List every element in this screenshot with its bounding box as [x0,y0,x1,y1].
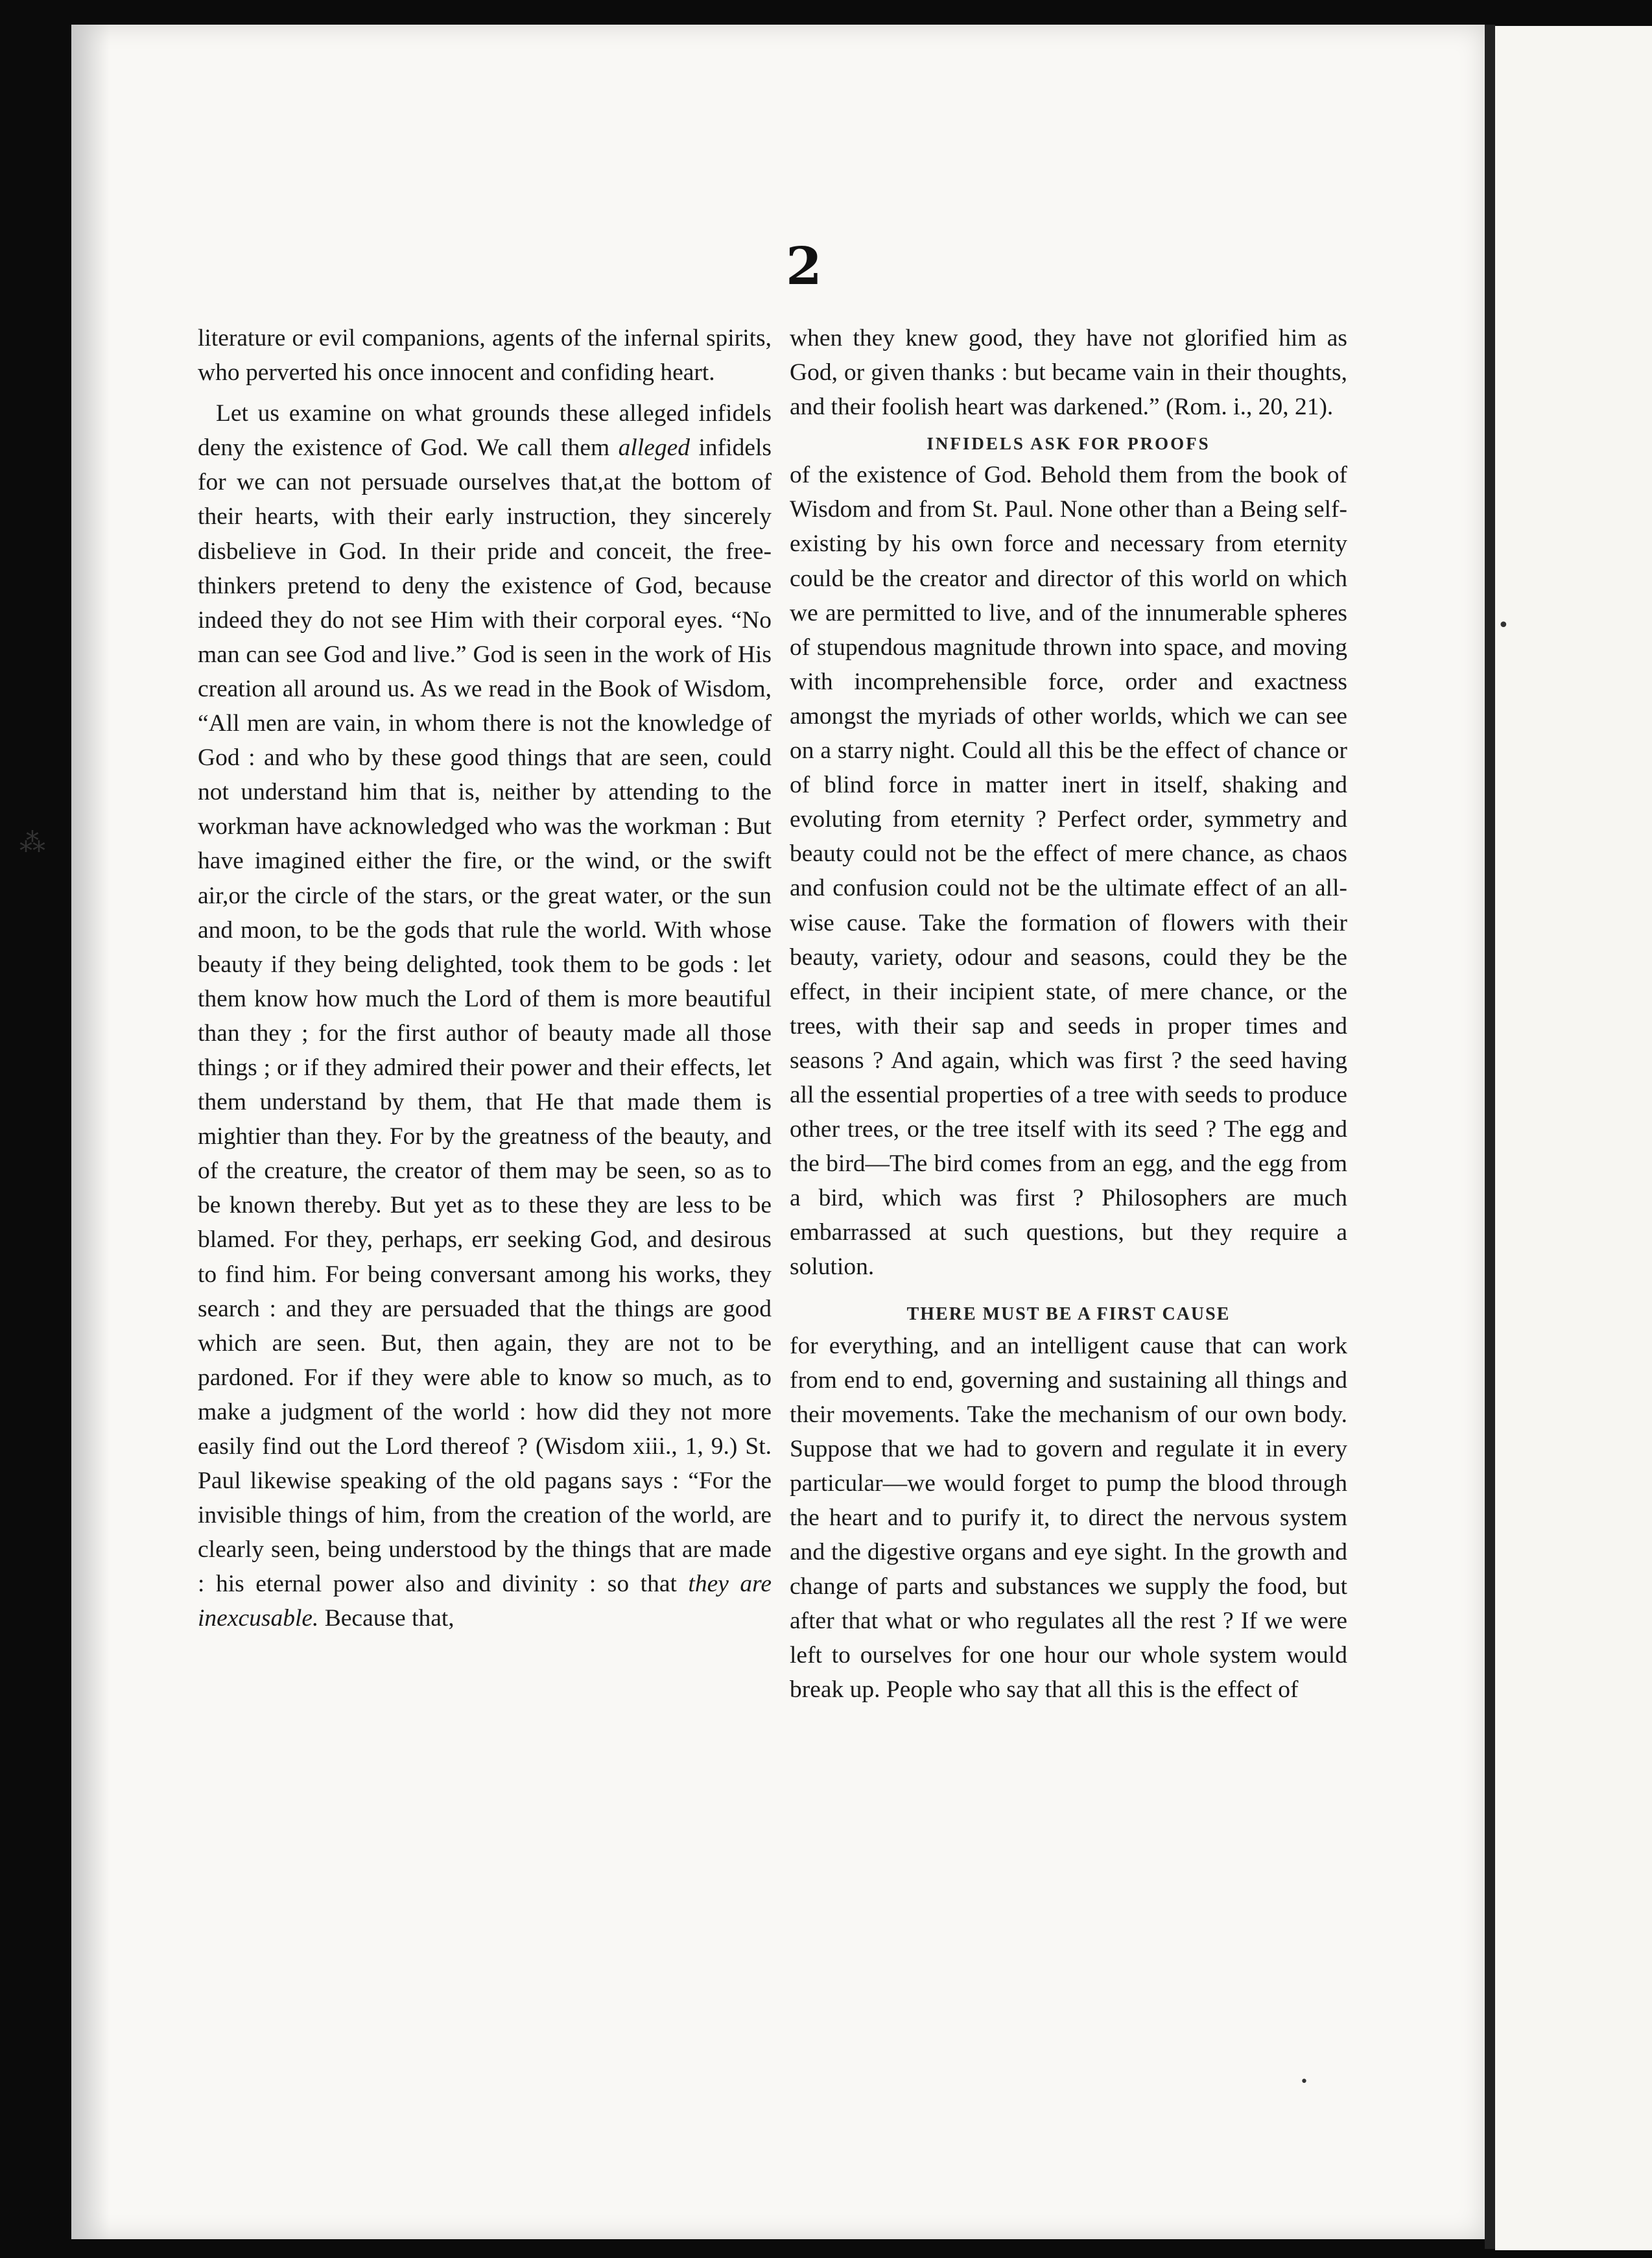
ink-speck: ⁂ [19,828,45,858]
ink-speck: • [1498,614,1509,637]
italic-text: they are inexcusable. [198,1571,772,1632]
page-gutter [1485,25,1495,2249]
text-segment: infidels for we can not persuade ourselves that,at the bottom of their hearts, with their early instruction, they sincerely disbelieve in God. In their pride and conceit, the free-thinkers pretend to deny the existence of God, because indeed they do not see Him with their corporal eyes. “No man can see God and live.” God is seen in the work of His creation all around us. As we read in the Book of Wisdom, “All men are vain, in whom there is not the knowledge of God : and who by these good things that are seen, could not understand him that is, neither by attending to the workman have acknowledged who was the workman : But have imagined either the fire, or the wind, or the swift air,or the circle of the stars, or the great water, or the sun and moon, to be the gods that rule the world. With whose beauty if they being delighted, took them to be gods : let them know how much the Lord of them is more beautiful than they ; for the first author of beauty made all those things ; or if they admired their power and their effects, let them understand by them, that He that made them is mightier than they. For by the greatness of the beauty, and of the creature, the creator of them may be seen, so as to be known thereby. But yet as to these they are less to be blamed. For they, perhaps, err seeking God, and desirous to find him. For being conversant among his works, they search : and they are persuaded that the things are good which are seen. But, then again, they are not to be pardoned. For if they were able to know so much, as to make a judgment of the world : how did they not more easily find out the Lord thereof ? (Wisdom xiii., 1, 9.) St. Paul likewise speaking of the old pagans says : “For the invisible things of him, from the creation of the world, are clearly seen, being understood by the things that are made : his eternal power also and divinity : so that [198,434,772,1598]
right-column [790,321,1347,1714]
text-segment: Because that, [318,1605,454,1632]
italic-text: alleged [618,434,690,462]
right-paragraph-3: for everything, and an intelligent cause that can work from end to end, governing and sustaining all things and their movements. Take the mechanism of our own body. Suppose that we had to govern and regulate it in every particular—we would forget to pump the blood through the heart and to purify it, to direct the nervous system and the digestive organs and eye sight. In the growth and change of parts and substances we supply the food, but after that what or who regulates all the rest ? If we were left to ourselves for one hour our whole system would break up. People who say that all this is the effect of [790,1332,1347,1704]
section-heading-proofs: INFIDELS ASK FOR PROOFS [926,434,1210,454]
left-paragraph-2 [198,396,772,1635]
text-segment: Let us examine on what grounds these alleged infidels deny the existence of God. We call them [198,400,772,462]
page-number: 2 [786,235,822,296]
left-paragraph-1: literature or evil companions, agents of the infernal spirits, who perverted his once innocent and confiding heart. [198,325,772,386]
facing-page-edge [1495,26,1652,2250]
ink-speck: • [1300,2074,1308,2090]
left-column [198,321,772,1643]
right-paragraph-2: of the existence of God. Behold them from the book of Wisdom and from St. Paul. None other than a Being self-existing by his own force and necessary from eternity could be the creator and director of this world on which we are permitted to live, and of the innumerable spheres of stupendous magnitude thrown into space, and moving with incomprehensible force, order and exactness amongst the myriads of other worlds, which we can see on a starry night. Could all this be the effect of chance or of blind force in matter inert in itself, shaking and evoluting from eternity ? Perfect order, symmetry and beauty could not be the effect of mere chance, as chaos and confusion could not be the ultimate effect of an all-wise cause. Take the formation of flowers with their beauty, variety, odour and seasons, could they be the effect, in their incipient state, of mere chance, or the trees, with their sap and seeds in proper times and seasons ? And again, which was first ? the seed having all the essential properties of a tree with seeds to produce other trees, or the tree itself with its seed ? The egg and the bird—The bird comes from an egg, and the egg from a bird, which was first ? Philosophers are much embarrassed at such questions, but they require a solution. [790,462,1347,1281]
right-paragraph-1: when they knew good, they have not glorified him as God, or given thanks : but became vain in their thoughts, and their foolish heart was darkened.” (Rom. i., 20, 21). [790,325,1347,421]
section-heading-first-cause: THERE MUST BE A FIRST CAUSE [906,1303,1231,1324]
